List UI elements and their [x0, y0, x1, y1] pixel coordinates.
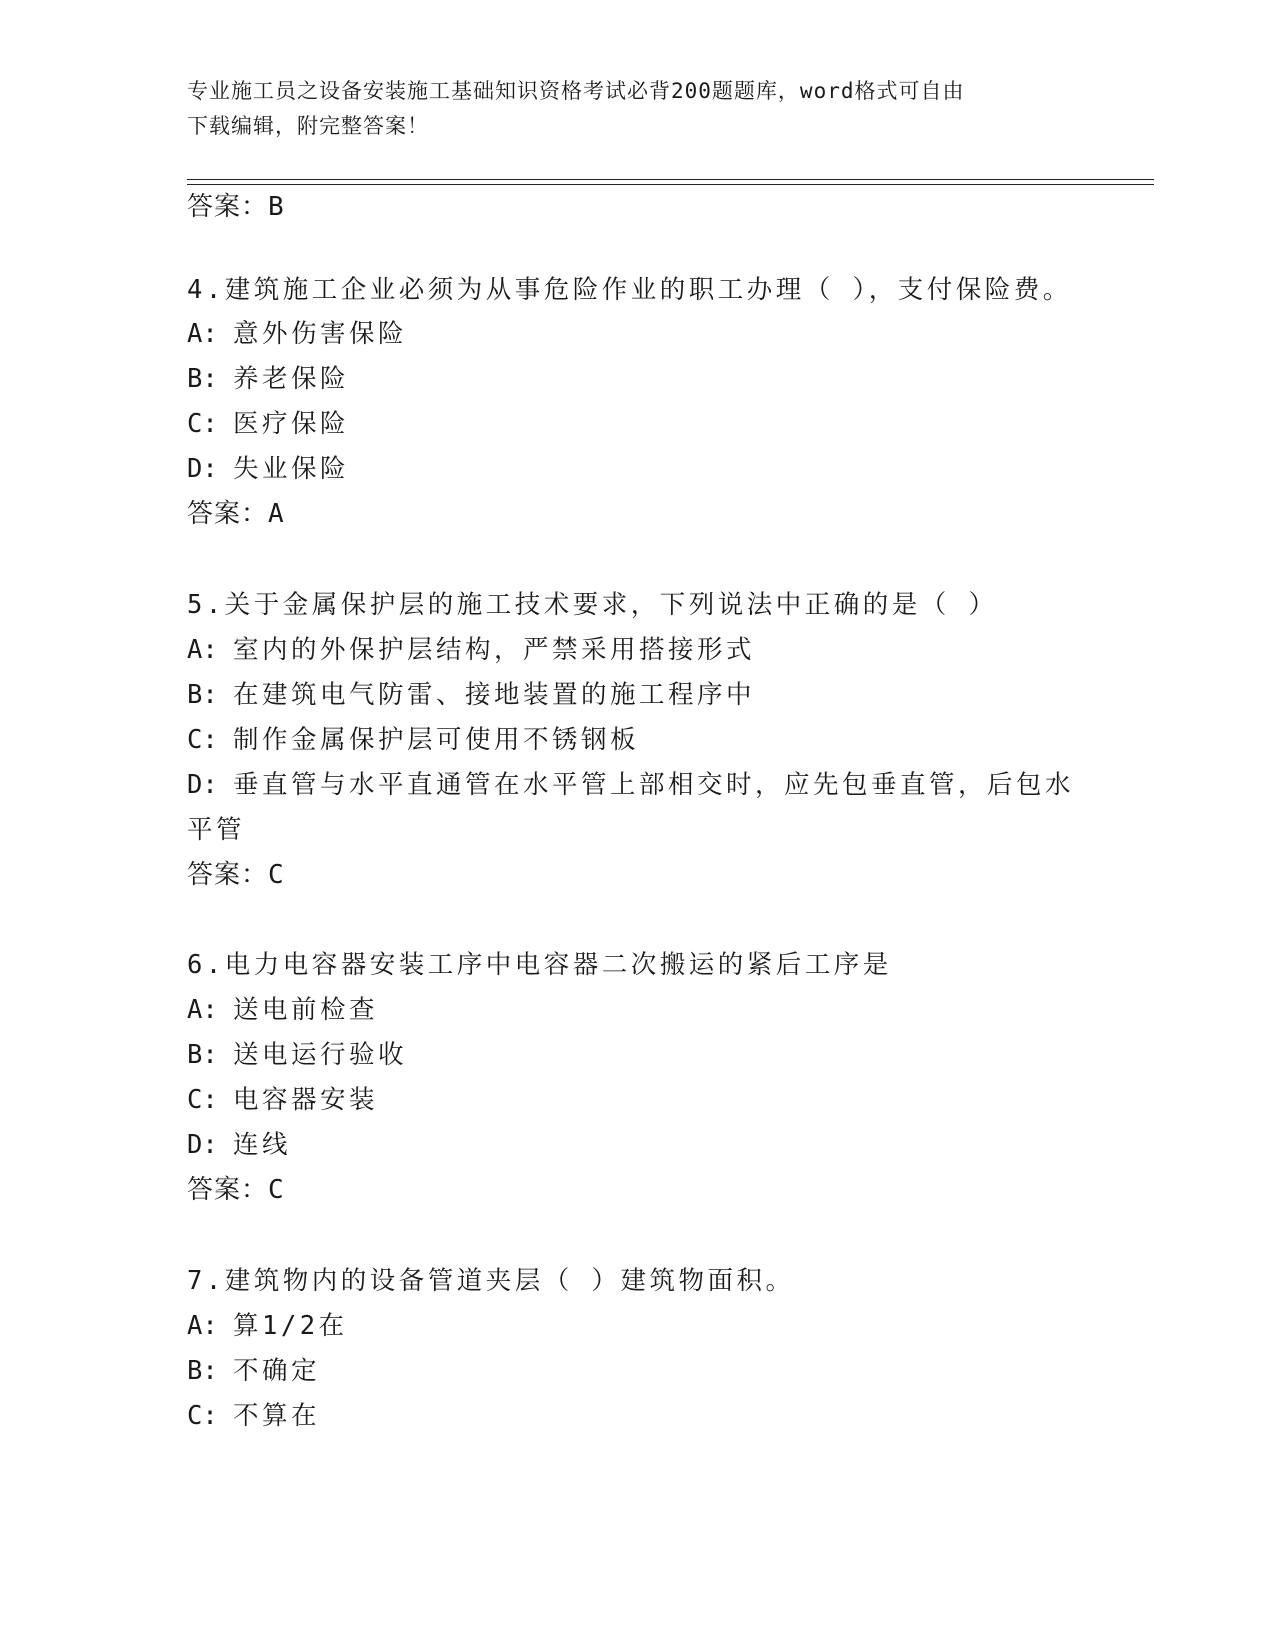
header-line-1: 专业施工员之设备安装施工基础知识资格考试必背200题题库，word格式可自由	[187, 79, 965, 103]
option-text: 连线	[233, 1130, 292, 1160]
option-key: B:	[187, 1040, 218, 1070]
option-key: D:	[187, 1130, 218, 1160]
question-6-option-b	[187, 1040, 407, 1070]
question-7-option-b	[187, 1356, 320, 1386]
question-5-option-b	[187, 680, 755, 710]
option-text: 送电前检查	[233, 995, 379, 1025]
question-6-option-d	[187, 1130, 291, 1160]
question-6-stem: 6.电力电容器安装工序中电容器二次搬运的紧后工序是	[187, 950, 892, 980]
question-5-option-d-continuation: 平管	[187, 815, 246, 845]
header-divider-bottom	[187, 184, 1154, 185]
question-4-stem: 4.建筑施工企业必须为从事危险作业的职工办理（ ），支付保险费。	[187, 275, 1072, 305]
option-text: 养老保险	[233, 364, 350, 394]
header-divider-top	[187, 179, 1154, 180]
question-7-option-a	[187, 1311, 348, 1341]
option-text: 不确定	[233, 1356, 321, 1386]
option-key: C:	[187, 725, 218, 755]
question-6-option-c	[187, 1085, 378, 1115]
option-key: B:	[187, 364, 218, 394]
question-5-option-a	[187, 635, 755, 665]
option-key: A:	[187, 319, 218, 349]
option-text: 不算在	[233, 1401, 321, 1431]
answer-q4: 答案：A	[187, 499, 285, 529]
question-5-stem: 5.关于金属保护层的施工技术要求，下列说法中正确的是（ ）	[187, 590, 998, 620]
option-key: A:	[187, 995, 218, 1025]
question-7-option-c	[187, 1401, 320, 1431]
option-text: 室内的外保护层结构，严禁采用搭接形式	[233, 635, 756, 665]
option-key: C:	[187, 1401, 218, 1431]
option-key: C:	[187, 409, 218, 439]
option-text: 制作金属保护层可使用不锈钢板	[233, 725, 640, 755]
answer-q6: 答案：C	[187, 1175, 285, 1205]
option-text: 垂直管与水平直通管在水平管上部相交时，应先包垂直管，后包水	[233, 770, 1075, 800]
question-7-stem: 7.建筑物内的设备管道夹层（ ）建筑物面积。	[187, 1266, 795, 1296]
option-text: 失业保险	[233, 454, 350, 484]
question-4-option-d	[187, 454, 349, 484]
question-4-option-c	[187, 409, 349, 439]
option-key: A:	[187, 635, 218, 665]
question-4-option-a	[187, 319, 407, 349]
option-key: D:	[187, 454, 218, 484]
option-text: 在建筑电气防雷、接地装置的施工程序中	[233, 680, 756, 710]
option-key: B:	[187, 1356, 218, 1386]
option-key: A:	[187, 1311, 218, 1341]
option-text: 送电运行验收	[233, 1040, 408, 1070]
option-text: 意外伤害保险	[233, 319, 408, 349]
question-5-option-c	[187, 725, 639, 755]
question-5-option-d	[187, 770, 1074, 800]
question-6-option-a	[187, 995, 378, 1025]
document-header	[187, 74, 1087, 144]
answer-q5: 答案：C	[187, 860, 285, 890]
option-key: B:	[187, 680, 218, 710]
option-key: C:	[187, 1085, 218, 1115]
option-text: 电容器安装	[233, 1085, 379, 1115]
header-line-2: 下载编辑，附完整答案！	[187, 114, 429, 138]
option-key: D:	[187, 770, 218, 800]
question-4-option-b	[187, 364, 349, 394]
answer-q3: 答案：B	[187, 192, 285, 222]
option-text: 算1/2在	[233, 1311, 348, 1341]
option-text: 医疗保险	[233, 409, 350, 439]
